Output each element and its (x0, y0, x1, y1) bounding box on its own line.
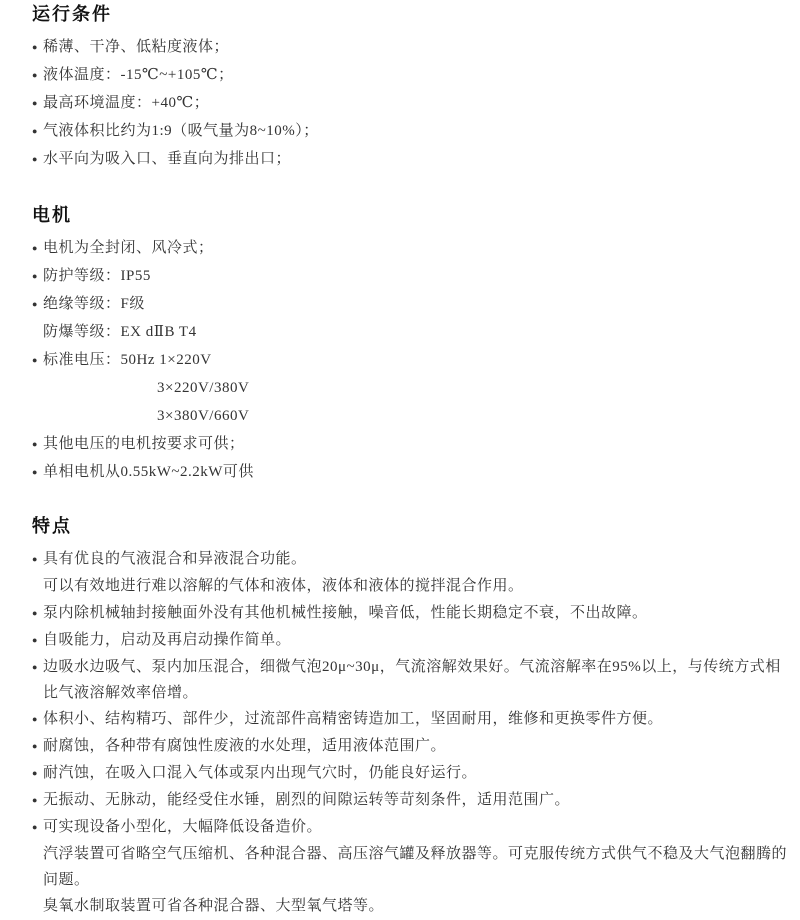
bullet-icon: ● (32, 467, 38, 477)
bullet-icon: ● (32, 243, 38, 253)
list-item-text: 电机为全封闭、风冷式； (43, 240, 214, 256)
bullet-icon: ● (32, 795, 38, 805)
list-item (32, 431, 792, 459)
bullet-icon: ● (32, 768, 38, 778)
bullet-icon: ● (32, 741, 38, 751)
section-heading: 运行条件 (32, 4, 112, 24)
list-item (32, 347, 792, 375)
bullet-icon: ● (32, 635, 38, 645)
section (32, 3, 792, 174)
list-item (32, 893, 792, 920)
list-item-text: 3×220V/380V (157, 380, 250, 396)
bullet-icon: ● (32, 154, 38, 164)
list-item-text: 稀薄、干净、低粘度液体； (43, 39, 230, 55)
bullet-icon: ● (32, 662, 38, 672)
list-item-text: 水平向为吸入口、垂直向为排出口； (43, 151, 292, 167)
list-item-text: 无振动、无脉动，能经受住水锤，剧烈的间隙运转等苛刻条件，适用范围广。 (43, 792, 571, 808)
section-list (32, 546, 792, 920)
list-item (32, 627, 792, 654)
list-item-text: 耐腐蚀，各种带有腐蚀性废液的水处理，适用液体范围广。 (43, 738, 447, 754)
list-item (32, 733, 792, 760)
list-item (32, 706, 792, 733)
section-list (32, 34, 792, 174)
section (32, 515, 792, 920)
list-item (32, 814, 792, 841)
list-item-text: 单相电机从0.55kW~2.2kW可供 (43, 464, 254, 480)
bullet-icon: ● (32, 70, 38, 80)
list-item-text: 防爆等级：EX dⅡB T4 (43, 324, 197, 340)
list-item-text: 可以有效地进行难以溶解的气体和液体，液体和液体的搅拌混合作用。 (43, 578, 524, 594)
list-item (32, 90, 792, 118)
bullet-icon: ● (32, 714, 38, 724)
list-item (32, 841, 792, 893)
list-item-text: 体积小、结构精巧、部件少，过流部件高精密铸造加工，坚固耐用，维修和更换零件方便。 (43, 711, 664, 727)
section-list (32, 235, 792, 487)
list-item (32, 62, 792, 90)
list-item-text: 汽浮装置可省略空气压缩机、各种混合器、高压溶气罐及释放器等。可克服传统方式供气不稳及大气泡翻腾的问题。 (43, 846, 788, 888)
list-item (32, 459, 792, 487)
list-item (32, 546, 792, 573)
list-item-text: 其他电压的电机按要求可供； (43, 436, 245, 452)
section-heading: 特点 (32, 516, 72, 536)
list-item-text: 耐汽蚀，在吸入口混入气体或泵内出现气穴时，仍能良好运行。 (43, 765, 478, 781)
bullet-icon: ● (32, 98, 38, 108)
list-item (32, 146, 792, 174)
bullet-icon: ● (32, 822, 38, 832)
list-item (32, 600, 792, 627)
list-item (32, 375, 792, 403)
list-item (32, 291, 792, 319)
list-item-text: 臭氧水制取装置可省各种混合器、大型氧气塔等。 (43, 898, 385, 914)
list-item-text: 最高环境温度：+40℃； (43, 95, 210, 111)
list-item (32, 118, 792, 146)
list-item (32, 34, 792, 62)
list-item-text: 泵内除机械轴封接触面外没有其他机械性接触，噪音低，性能长期稳定不衰，不出故障。 (43, 605, 648, 621)
section-heading: 电机 (32, 205, 72, 225)
list-item (32, 403, 792, 431)
list-item-text: 3×380V/660V (157, 408, 250, 424)
list-item (32, 573, 792, 600)
list-item (32, 787, 792, 814)
list-item (32, 319, 792, 347)
bullet-icon: ● (32, 554, 38, 564)
bullet-icon: ● (32, 42, 38, 52)
bullet-icon: ● (32, 271, 38, 281)
list-item-text: 边吸水边吸气、泵内加压混合，细微气泡20μ~30μ，气流溶解效果好。气流溶解率在95%以上，与传统方式相比气液溶解效率倍增。 (43, 659, 781, 701)
list-item (32, 263, 792, 291)
section (32, 204, 792, 487)
list-item (32, 235, 792, 263)
list-item-text: 防护等级：IP55 (43, 268, 151, 284)
list-item-text: 液体温度：-15℃~+105℃； (43, 67, 234, 83)
bullet-icon: ● (32, 439, 38, 449)
bullet-icon: ● (32, 608, 38, 618)
list-item-text: 绝缘等级：F级 (43, 296, 145, 312)
list-item (32, 760, 792, 787)
bullet-icon: ● (32, 355, 38, 365)
list-item-text: 标准电压：50Hz 1×220V (43, 352, 212, 368)
list-item-text: 可实现设备小型化，大幅降低设备造价。 (43, 819, 323, 835)
list-item-text: 气液体积比约为1:9（吸气量为8~10%）； (43, 123, 319, 139)
bullet-icon: ● (32, 126, 38, 136)
list-item (32, 654, 792, 706)
bullet-icon: ● (32, 299, 38, 309)
list-item-text: 自吸能力，启动及再启动操作简单。 (43, 632, 292, 648)
list-item-text: 具有优良的气液混合和异液混合功能。 (43, 551, 307, 567)
